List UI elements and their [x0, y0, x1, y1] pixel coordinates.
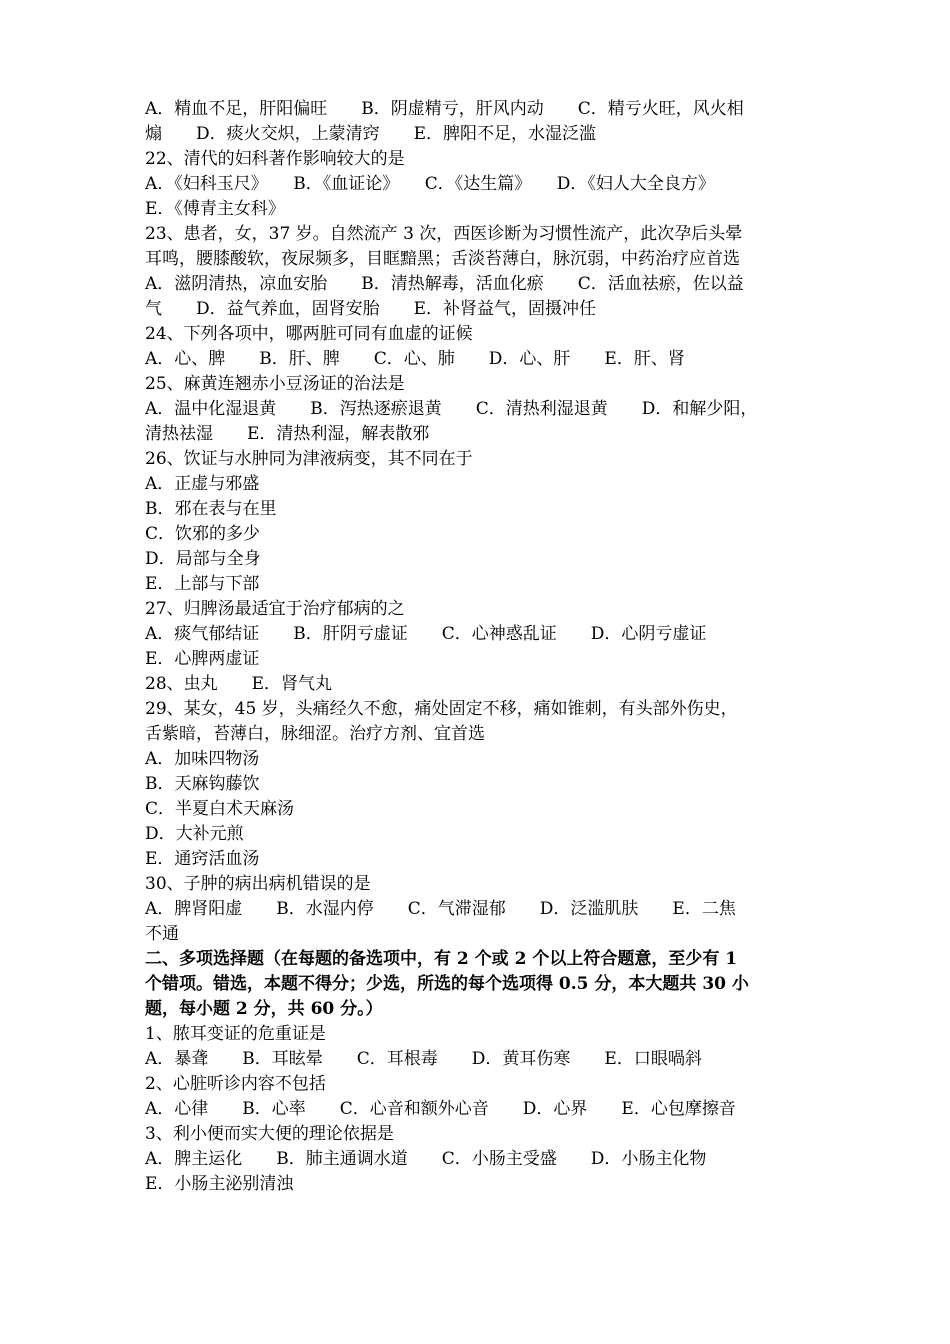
section-heading-line: 个错项。错选，本题不得分；少选，所选的每个选项得 0.5 分，本大题共 30 小: [145, 974, 749, 994]
text-line: 29、某女，45 岁，头痛经久不愈，痛处固定不移，痛如锥刺，有头部外伤史，: [145, 699, 738, 719]
text-line: 28、虫丸 E．肾气丸: [145, 674, 333, 694]
text-line: 26、饮证与水肿同为津液病变，其不同在于: [145, 449, 473, 469]
text-line: A．精血不足，肝阳偏旺 B．阴虚精亏，肝风内动 C．精亏火旺，风火相: [145, 99, 744, 119]
text-line: C．半夏白术天麻汤: [145, 799, 295, 819]
text-line: E．《傅青主女科》: [145, 199, 285, 219]
text-line: E．心脾两虚证: [145, 649, 260, 669]
text-line: 23、患者，女，37 岁。自然流产 3 次，西医诊断为习惯性流产，此次孕后头晕: [145, 224, 743, 244]
text-line: 不通: [145, 924, 179, 944]
text-line: 舌紫暗，苔薄白，脉细涩。治疗方剂、宜首选: [145, 724, 485, 744]
text-line: 煽 D．痰火交炽，上蒙清窍 E．脾阳不足，水湿泛滥: [145, 124, 597, 144]
text-line: 27、归脾汤最适宜于治疗郁病的之: [145, 599, 405, 619]
text-line: 2、心脏听诊内容不包括: [145, 1074, 326, 1094]
text-line: A．正虚与邪盛: [145, 474, 260, 494]
text-line: A．加味四物汤: [145, 749, 260, 769]
text-line: 清热祛湿 E．清热利湿，解表散邪: [145, 424, 430, 444]
text-line: D．局部与全身: [145, 549, 261, 569]
text-line: A．暴聋 B．耳眩晕 C．耳根毒 D．黄耳伤寒 E．口眼喎斜: [145, 1049, 702, 1069]
text-line: 1、脓耳变证的危重证是: [145, 1024, 326, 1044]
text-line: A．痰气郁结证 B．肝阴亏虚证 C．心神惑乱证 D．心阴亏虚证: [145, 624, 707, 644]
text-line: 气 D．益气养血，固肾安胎 E．补肾益气，固摄冲任: [145, 299, 597, 319]
text-line: 3、利小便而实大便的理论依据是: [145, 1124, 394, 1144]
text-line: 25、麻黄连翘赤小豆汤证的治法是: [145, 374, 405, 394]
section-heading-line: 二、多项选择题（在每题的备选项中，有 2 个或 2 个以上符合题意，至少有 1: [145, 949, 738, 969]
text-line: B．邪在表与在里: [145, 499, 277, 519]
text-line: D．大补元煎: [145, 824, 244, 844]
text-line: 24、下列各项中，哪两脏可同有血虚的证候: [145, 324, 473, 344]
text-line: A．温中化湿退黄 B．泻热逐瘀退黄 C．清热利湿退黄 D．和解少阳，: [145, 399, 758, 419]
document-page: [145, 97, 813, 1197]
text-line: E．上部与下部: [145, 574, 260, 594]
text-line: A．心、脾 B．肝、脾 C．心、肺 D．心、肝 E．肝、肾: [145, 349, 685, 369]
text-line: 30、子肿的病出病机错误的是: [145, 874, 371, 894]
text-line: A．《妇科玉尺》 B．《血证论》 C．《达生篇》 D．《妇人大全良方》: [145, 174, 715, 194]
text-line: E．小肠主泌别清浊: [145, 1174, 294, 1194]
text-line: A．脾肾阳虚 B．水湿内停 C．气滞湿郁 D．泛滥肌肤 E．二焦: [145, 899, 736, 919]
text-line: E．通窍活血汤: [145, 849, 260, 869]
text-line: 耳鸣，腰膝酸软，夜尿频多，目眶黯黑；舌淡苔薄白，脉沉弱，中药治疗应首选: [145, 249, 740, 269]
section-heading-line: 题，每小题 2 分，共 60 分。）: [145, 999, 383, 1019]
text-line: C．饮邪的多少: [145, 524, 261, 544]
text-line: A．脾主运化 B．肺主通调水道 C．小肠主受盛 D．小肠主化物: [145, 1149, 707, 1169]
text-line: A．滋阴清热，凉血安胎 B．清热解毒，活血化瘀 C．活血祛瘀，佐以益: [145, 274, 744, 294]
text-line: B．天麻钩藤饮: [145, 774, 260, 794]
text-line: 22、清代的妇科著作影响较大的是: [145, 149, 405, 169]
text-line: A．心律 B．心率 C．心音和额外心音 D．心界 E．心包摩擦音: [145, 1099, 736, 1119]
